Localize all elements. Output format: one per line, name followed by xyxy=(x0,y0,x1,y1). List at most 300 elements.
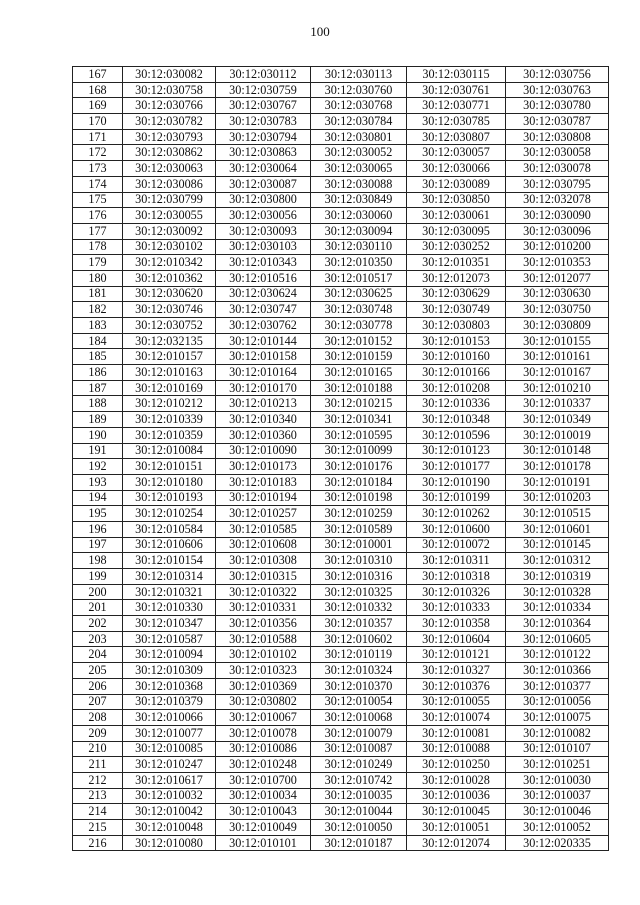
cadastral-number-cell: 30:12:012074 xyxy=(407,835,506,851)
cadastral-number-cell: 30:12:012073 xyxy=(407,270,506,286)
row-number-cell: 198 xyxy=(73,553,123,569)
cadastral-number-cell: 30:12:010193 xyxy=(123,490,216,506)
cadastral-table xyxy=(72,66,609,851)
cadastral-number-cell: 30:12:010326 xyxy=(407,584,506,600)
cadastral-number-cell: 30:12:010151 xyxy=(123,459,216,475)
cadastral-number-cell: 30:12:010042 xyxy=(123,804,216,820)
cadastral-number-cell: 30:12:010364 xyxy=(506,616,609,632)
row-number-cell: 205 xyxy=(73,663,123,679)
cadastral-number-cell: 30:12:030785 xyxy=(407,114,506,130)
cadastral-number-cell: 30:12:010167 xyxy=(506,365,609,381)
cadastral-number-cell: 30:12:030756 xyxy=(506,67,609,83)
row-number-cell: 210 xyxy=(73,741,123,757)
cadastral-number-cell: 30:12:030063 xyxy=(123,161,216,177)
cadastral-number-cell: 30:12:010035 xyxy=(311,788,407,804)
cadastral-number-cell: 30:12:010194 xyxy=(216,490,311,506)
row-number-cell: 201 xyxy=(73,600,123,616)
page-number: 100 xyxy=(310,24,330,39)
cadastral-number-cell: 30:12:010030 xyxy=(506,772,609,788)
cadastral-number-cell: 30:12:030078 xyxy=(506,161,609,177)
table-row xyxy=(73,772,609,788)
cadastral-number-cell: 30:12:010080 xyxy=(123,835,216,851)
row-number-cell: 185 xyxy=(73,349,123,365)
cadastral-number-cell: 30:12:010315 xyxy=(216,569,311,585)
cadastral-number-cell: 30:12:010173 xyxy=(216,459,311,475)
cadastral-number-cell: 30:12:010187 xyxy=(311,835,407,851)
cadastral-number-cell: 30:12:010377 xyxy=(506,678,609,694)
table-row xyxy=(73,380,609,396)
row-number-cell: 212 xyxy=(73,772,123,788)
cadastral-number-cell: 30:12:030766 xyxy=(123,98,216,114)
cadastral-number-cell: 30:12:030748 xyxy=(311,302,407,318)
cadastral-number-cell: 30:12:010144 xyxy=(216,333,311,349)
cadastral-number-cell: 30:12:010360 xyxy=(216,427,311,443)
row-number-cell: 215 xyxy=(73,820,123,836)
cadastral-number-cell: 30:12:030094 xyxy=(311,223,407,239)
cadastral-number-cell: 30:12:010341 xyxy=(311,412,407,428)
cadastral-number-cell: 30:12:010359 xyxy=(123,427,216,443)
cadastral-number-cell: 30:12:010037 xyxy=(506,788,609,804)
cadastral-number-cell: 30:12:010250 xyxy=(407,757,506,773)
cadastral-number-cell: 30:12:030747 xyxy=(216,302,311,318)
cadastral-number-cell: 30:12:010323 xyxy=(216,663,311,679)
cadastral-number-cell: 30:12:030760 xyxy=(311,82,407,98)
cadastral-number-cell: 30:12:010145 xyxy=(506,537,609,553)
table-row xyxy=(73,208,609,224)
row-number-cell: 187 xyxy=(73,380,123,396)
cadastral-number-cell: 30:12:010584 xyxy=(123,521,216,537)
row-number-cell: 171 xyxy=(73,129,123,145)
row-number-cell: 191 xyxy=(73,443,123,459)
table-row xyxy=(73,255,609,271)
cadastral-number-cell: 30:12:030625 xyxy=(311,286,407,302)
cadastral-number-cell: 30:12:010072 xyxy=(407,537,506,553)
cadastral-number-cell: 30:12:010159 xyxy=(311,349,407,365)
row-number-cell: 206 xyxy=(73,678,123,694)
cadastral-number-cell: 30:12:010311 xyxy=(407,553,506,569)
row-number-cell: 182 xyxy=(73,302,123,318)
cadastral-number-cell: 30:12:010358 xyxy=(407,616,506,632)
cadastral-number-cell: 30:12:010123 xyxy=(407,443,506,459)
cadastral-number-cell: 30:12:010589 xyxy=(311,521,407,537)
cadastral-number-cell: 30:12:030767 xyxy=(216,98,311,114)
cadastral-number-cell: 30:12:030809 xyxy=(506,318,609,334)
cadastral-number-cell: 30:12:010094 xyxy=(123,647,216,663)
cadastral-number-cell: 30:12:010160 xyxy=(407,349,506,365)
cadastral-number-cell: 30:12:010330 xyxy=(123,600,216,616)
cadastral-number-cell: 30:12:030065 xyxy=(311,161,407,177)
table-row xyxy=(73,318,609,334)
cadastral-number-cell: 30:12:010122 xyxy=(506,647,609,663)
row-number-cell: 173 xyxy=(73,161,123,177)
cadastral-number-cell: 30:12:010308 xyxy=(216,553,311,569)
cadastral-number-cell: 30:12:010257 xyxy=(216,506,311,522)
table-row xyxy=(73,82,609,98)
row-number-cell: 181 xyxy=(73,286,123,302)
table-row xyxy=(73,286,609,302)
cadastral-number-cell: 30:12:030093 xyxy=(216,223,311,239)
cadastral-number-cell: 30:12:010247 xyxy=(123,757,216,773)
row-number-cell: 199 xyxy=(73,569,123,585)
cadastral-number-cell: 30:12:010055 xyxy=(407,694,506,710)
cadastral-number-cell: 30:12:010516 xyxy=(216,270,311,286)
cadastral-number-cell: 30:12:010356 xyxy=(216,616,311,632)
cadastral-number-cell: 30:12:032078 xyxy=(506,192,609,208)
cadastral-number-cell: 30:12:010314 xyxy=(123,569,216,585)
table-row xyxy=(73,506,609,522)
cadastral-number-cell: 30:12:010056 xyxy=(506,694,609,710)
row-number-cell: 169 xyxy=(73,98,123,114)
table-row xyxy=(73,161,609,177)
row-number-cell: 208 xyxy=(73,710,123,726)
table-row xyxy=(73,114,609,130)
cadastral-number-cell: 30:12:010086 xyxy=(216,741,311,757)
row-number-cell: 213 xyxy=(73,788,123,804)
cadastral-number-cell: 30:12:010379 xyxy=(123,694,216,710)
cadastral-number-cell: 30:12:030750 xyxy=(506,302,609,318)
row-number-cell: 209 xyxy=(73,725,123,741)
cadastral-number-cell: 30:12:010177 xyxy=(407,459,506,475)
cadastral-number-cell: 30:12:010079 xyxy=(311,725,407,741)
table-row xyxy=(73,553,609,569)
table-row xyxy=(73,757,609,773)
row-number-cell: 170 xyxy=(73,114,123,130)
cadastral-number-cell: 30:12:030863 xyxy=(216,145,311,161)
cadastral-number-cell: 30:12:010198 xyxy=(311,490,407,506)
table-row xyxy=(73,365,609,381)
cadastral-number-cell: 30:12:010606 xyxy=(123,537,216,553)
cadastral-number-cell: 30:12:030620 xyxy=(123,286,216,302)
table-row xyxy=(73,616,609,632)
cadastral-number-cell: 30:12:010318 xyxy=(407,569,506,585)
cadastral-number-cell: 30:12:030088 xyxy=(311,176,407,192)
cadastral-number-cell: 30:12:010102 xyxy=(216,647,311,663)
cadastral-number-cell: 30:12:010602 xyxy=(311,631,407,647)
cadastral-number-cell: 30:12:010336 xyxy=(407,396,506,412)
cadastral-number-cell: 30:12:030771 xyxy=(407,98,506,114)
table-row xyxy=(73,67,609,83)
cadastral-number-cell: 30:12:032135 xyxy=(123,333,216,349)
table-row xyxy=(73,631,609,647)
cadastral-number-cell: 30:12:030850 xyxy=(407,192,506,208)
cadastral-number-cell: 30:12:010327 xyxy=(407,663,506,679)
cadastral-number-cell: 30:12:030086 xyxy=(123,176,216,192)
table-row xyxy=(73,176,609,192)
cadastral-number-cell: 30:12:010045 xyxy=(407,804,506,820)
cadastral-number-cell: 30:12:010351 xyxy=(407,255,506,271)
cadastral-number-cell: 30:12:010099 xyxy=(311,443,407,459)
cadastral-number-cell: 30:12:010081 xyxy=(407,725,506,741)
cadastral-number-cell: 30:12:030761 xyxy=(407,82,506,98)
cadastral-number-cell: 30:12:010178 xyxy=(506,459,609,475)
cadastral-number-cell: 30:12:010158 xyxy=(216,349,311,365)
table-row xyxy=(73,302,609,318)
cadastral-number-cell: 30:12:030801 xyxy=(311,129,407,145)
row-number-cell: 174 xyxy=(73,176,123,192)
cadastral-number-cell: 30:12:010082 xyxy=(506,725,609,741)
cadastral-number-cell: 30:12:010043 xyxy=(216,804,311,820)
cadastral-number-cell: 30:12:010199 xyxy=(407,490,506,506)
cadastral-number-cell: 30:12:010107 xyxy=(506,741,609,757)
cadastral-number-cell: 30:12:010075 xyxy=(506,710,609,726)
table-row xyxy=(73,741,609,757)
table-row xyxy=(73,521,609,537)
cadastral-number-cell: 30:12:030057 xyxy=(407,145,506,161)
cadastral-number-cell: 30:12:010262 xyxy=(407,506,506,522)
table-row xyxy=(73,647,609,663)
cadastral-number-cell: 30:12:010163 xyxy=(123,365,216,381)
row-number-cell: 214 xyxy=(73,804,123,820)
row-number-cell: 176 xyxy=(73,208,123,224)
table-row xyxy=(73,710,609,726)
cadastral-number-cell: 30:12:010249 xyxy=(311,757,407,773)
cadastral-number-cell: 30:12:010164 xyxy=(216,365,311,381)
cadastral-number-cell: 30:12:030110 xyxy=(311,239,407,255)
row-number-cell: 186 xyxy=(73,365,123,381)
cadastral-number-cell: 30:12:010608 xyxy=(216,537,311,553)
cadastral-number-cell: 30:12:010248 xyxy=(216,757,311,773)
cadastral-number-cell: 30:12:010215 xyxy=(311,396,407,412)
row-number-cell: 183 xyxy=(73,318,123,334)
cadastral-number-cell: 30:12:010213 xyxy=(216,396,311,412)
cadastral-number-cell: 30:12:030103 xyxy=(216,239,311,255)
cadastral-number-cell: 30:12:030115 xyxy=(407,67,506,83)
table-row xyxy=(73,678,609,694)
table-row xyxy=(73,459,609,475)
cadastral-number-cell: 30:12:010101 xyxy=(216,835,311,851)
row-number-cell: 203 xyxy=(73,631,123,647)
cadastral-number-cell: 30:12:010333 xyxy=(407,600,506,616)
cadastral-number-cell: 30:12:012077 xyxy=(506,270,609,286)
cadastral-number-cell: 30:12:010203 xyxy=(506,490,609,506)
cadastral-number-cell: 30:12:030759 xyxy=(216,82,311,98)
cadastral-number-cell: 30:12:030799 xyxy=(123,192,216,208)
cadastral-number-cell: 30:12:030782 xyxy=(123,114,216,130)
cadastral-number-cell: 30:12:010347 xyxy=(123,616,216,632)
table-row xyxy=(73,145,609,161)
row-number-cell: 192 xyxy=(73,459,123,475)
table-row xyxy=(73,192,609,208)
row-number-cell: 180 xyxy=(73,270,123,286)
cadastral-number-cell: 30:12:030862 xyxy=(123,145,216,161)
cadastral-number-cell: 30:12:010376 xyxy=(407,678,506,694)
cadastral-number-cell: 30:12:010184 xyxy=(311,474,407,490)
cadastral-number-cell: 30:12:030056 xyxy=(216,208,311,224)
cadastral-number-cell: 30:12:030082 xyxy=(123,67,216,83)
cadastral-number-cell: 30:12:010188 xyxy=(311,380,407,396)
cadastral-number-cell: 30:12:010517 xyxy=(311,270,407,286)
table-row xyxy=(73,412,609,428)
cadastral-number-cell: 30:12:010340 xyxy=(216,412,311,428)
table-body xyxy=(73,67,609,851)
cadastral-number-cell: 30:12:030060 xyxy=(311,208,407,224)
table-row xyxy=(73,443,609,459)
cadastral-number-cell: 30:12:030112 xyxy=(216,67,311,83)
cadastral-number-cell: 30:12:010322 xyxy=(216,584,311,600)
cadastral-number-cell: 30:12:010617 xyxy=(123,772,216,788)
cadastral-number-cell: 30:12:030113 xyxy=(311,67,407,83)
cadastral-number-cell: 30:12:010152 xyxy=(311,333,407,349)
cadastral-number-cell: 30:12:010366 xyxy=(506,663,609,679)
table-row xyxy=(73,820,609,836)
row-number-cell: 189 xyxy=(73,412,123,428)
cadastral-number-cell: 30:12:010170 xyxy=(216,380,311,396)
cadastral-number-cell: 30:12:010048 xyxy=(123,820,216,836)
cadastral-number-cell: 30:12:010348 xyxy=(407,412,506,428)
row-number-cell: 194 xyxy=(73,490,123,506)
cadastral-number-cell: 30:12:010332 xyxy=(311,600,407,616)
row-number-cell: 172 xyxy=(73,145,123,161)
row-number-cell: 197 xyxy=(73,537,123,553)
cadastral-number-cell: 30:12:010088 xyxy=(407,741,506,757)
cadastral-number-cell: 30:12:010183 xyxy=(216,474,311,490)
cadastral-number-cell: 30:12:010153 xyxy=(407,333,506,349)
cadastral-number-cell: 30:12:010331 xyxy=(216,600,311,616)
cadastral-number-cell: 30:12:010090 xyxy=(216,443,311,459)
row-number-cell: 193 xyxy=(73,474,123,490)
cadastral-number-cell: 30:12:010309 xyxy=(123,663,216,679)
table-row xyxy=(73,396,609,412)
table-row xyxy=(73,223,609,239)
cadastral-number-cell: 30:12:010046 xyxy=(506,804,609,820)
cadastral-number-cell: 30:12:030758 xyxy=(123,82,216,98)
row-number-cell: 202 xyxy=(73,616,123,632)
cadastral-number-cell: 30:12:030090 xyxy=(506,208,609,224)
cadastral-number-cell: 30:12:010054 xyxy=(311,694,407,710)
cadastral-number-cell: 30:12:020335 xyxy=(506,835,609,851)
cadastral-number-cell: 30:12:010349 xyxy=(506,412,609,428)
row-number-cell: 200 xyxy=(73,584,123,600)
cadastral-number-cell: 30:12:010044 xyxy=(311,804,407,820)
cadastral-number-cell: 30:12:010324 xyxy=(311,663,407,679)
cadastral-number-cell: 30:12:030749 xyxy=(407,302,506,318)
cadastral-number-cell: 30:12:010339 xyxy=(123,412,216,428)
cadastral-number-cell: 30:12:030807 xyxy=(407,129,506,145)
cadastral-number-cell: 30:12:030624 xyxy=(216,286,311,302)
cadastral-number-cell: 30:12:030630 xyxy=(506,286,609,302)
cadastral-number-cell: 30:12:010034 xyxy=(216,788,311,804)
cadastral-number-cell: 30:12:010212 xyxy=(123,396,216,412)
row-number-cell: 207 xyxy=(73,694,123,710)
cadastral-number-cell: 30:12:010310 xyxy=(311,553,407,569)
cadastral-number-cell: 30:12:010157 xyxy=(123,349,216,365)
table-row xyxy=(73,584,609,600)
cadastral-number-cell: 30:12:030055 xyxy=(123,208,216,224)
cadastral-number-cell: 30:12:010350 xyxy=(311,255,407,271)
cadastral-number-cell: 30:12:010369 xyxy=(216,678,311,694)
cadastral-number-cell: 30:12:010068 xyxy=(311,710,407,726)
row-number-cell: 196 xyxy=(73,521,123,537)
cadastral-number-cell: 30:12:030795 xyxy=(506,176,609,192)
table-row xyxy=(73,804,609,820)
table-row xyxy=(73,788,609,804)
cadastral-number-cell: 30:12:010259 xyxy=(311,506,407,522)
cadastral-number-cell: 30:12:010251 xyxy=(506,757,609,773)
row-number-cell: 178 xyxy=(73,239,123,255)
cadastral-number-cell: 30:12:010191 xyxy=(506,474,609,490)
cadastral-number-cell: 30:12:010155 xyxy=(506,333,609,349)
cadastral-number-cell: 30:12:010208 xyxy=(407,380,506,396)
table-row xyxy=(73,569,609,585)
cadastral-number-cell: 30:12:030066 xyxy=(407,161,506,177)
cadastral-number-cell: 30:12:010148 xyxy=(506,443,609,459)
cadastral-number-cell: 30:12:010353 xyxy=(506,255,609,271)
cadastral-number-cell: 30:12:010370 xyxy=(311,678,407,694)
row-number-cell: 204 xyxy=(73,647,123,663)
cadastral-number-cell: 30:12:010077 xyxy=(123,725,216,741)
cadastral-number-cell: 30:12:010316 xyxy=(311,569,407,585)
table-row xyxy=(73,349,609,365)
table-row xyxy=(73,270,609,286)
table-row xyxy=(73,98,609,114)
cadastral-number-cell: 30:12:010325 xyxy=(311,584,407,600)
table-row xyxy=(73,537,609,553)
cadastral-number-cell: 30:12:030778 xyxy=(311,318,407,334)
table-row xyxy=(73,694,609,710)
cadastral-number-cell: 30:12:010078 xyxy=(216,725,311,741)
cadastral-number-cell: 30:12:010067 xyxy=(216,710,311,726)
cadastral-number-cell: 30:12:010166 xyxy=(407,365,506,381)
cadastral-number-cell: 30:12:010161 xyxy=(506,349,609,365)
cadastral-number-cell: 30:12:010515 xyxy=(506,506,609,522)
cadastral-number-cell: 30:12:030092 xyxy=(123,223,216,239)
cadastral-number-cell: 30:12:010028 xyxy=(407,772,506,788)
row-number-cell: 177 xyxy=(73,223,123,239)
cadastral-number-cell: 30:12:010312 xyxy=(506,553,609,569)
cadastral-number-cell: 30:12:010066 xyxy=(123,710,216,726)
cadastral-number-cell: 30:12:030802 xyxy=(216,694,311,710)
table-row xyxy=(73,835,609,851)
cadastral-number-cell: 30:12:010342 xyxy=(123,255,216,271)
cadastral-number-cell: 30:12:010119 xyxy=(311,647,407,663)
row-number-cell: 195 xyxy=(73,506,123,522)
cadastral-number-cell: 30:12:010050 xyxy=(311,820,407,836)
cadastral-number-cell: 30:12:010200 xyxy=(506,239,609,255)
cadastral-number-cell: 30:12:030787 xyxy=(506,114,609,130)
cadastral-number-cell: 30:12:030089 xyxy=(407,176,506,192)
cadastral-number-cell: 30:12:010343 xyxy=(216,255,311,271)
cadastral-number-cell: 30:12:010180 xyxy=(123,474,216,490)
cadastral-number-cell: 30:12:010585 xyxy=(216,521,311,537)
cadastral-number-cell: 30:12:030783 xyxy=(216,114,311,130)
cadastral-number-cell: 30:12:010036 xyxy=(407,788,506,804)
cadastral-number-cell: 30:12:010600 xyxy=(407,521,506,537)
cadastral-number-cell: 30:12:010362 xyxy=(123,270,216,286)
cadastral-number-cell: 30:12:010169 xyxy=(123,380,216,396)
cadastral-number-cell: 30:12:010154 xyxy=(123,553,216,569)
table-row xyxy=(73,427,609,443)
cadastral-number-cell: 30:12:030095 xyxy=(407,223,506,239)
cadastral-number-cell: 30:12:010176 xyxy=(311,459,407,475)
cadastral-number-cell: 30:12:010601 xyxy=(506,521,609,537)
cadastral-number-cell: 30:12:030102 xyxy=(123,239,216,255)
table-row xyxy=(73,239,609,255)
row-number-cell: 184 xyxy=(73,333,123,349)
row-number-cell: 175 xyxy=(73,192,123,208)
cadastral-number-cell: 30:12:010588 xyxy=(216,631,311,647)
table-row xyxy=(73,663,609,679)
table-row xyxy=(73,129,609,145)
cadastral-number-cell: 30:12:030058 xyxy=(506,145,609,161)
cadastral-number-cell: 30:12:030252 xyxy=(407,239,506,255)
cadastral-number-cell: 30:12:010334 xyxy=(506,600,609,616)
cadastral-number-cell: 30:12:010595 xyxy=(311,427,407,443)
cadastral-number-cell: 30:12:010596 xyxy=(407,427,506,443)
cadastral-number-cell: 30:12:030763 xyxy=(506,82,609,98)
cadastral-number-cell: 30:12:010074 xyxy=(407,710,506,726)
cadastral-number-cell: 30:12:030780 xyxy=(506,98,609,114)
table-row xyxy=(73,725,609,741)
